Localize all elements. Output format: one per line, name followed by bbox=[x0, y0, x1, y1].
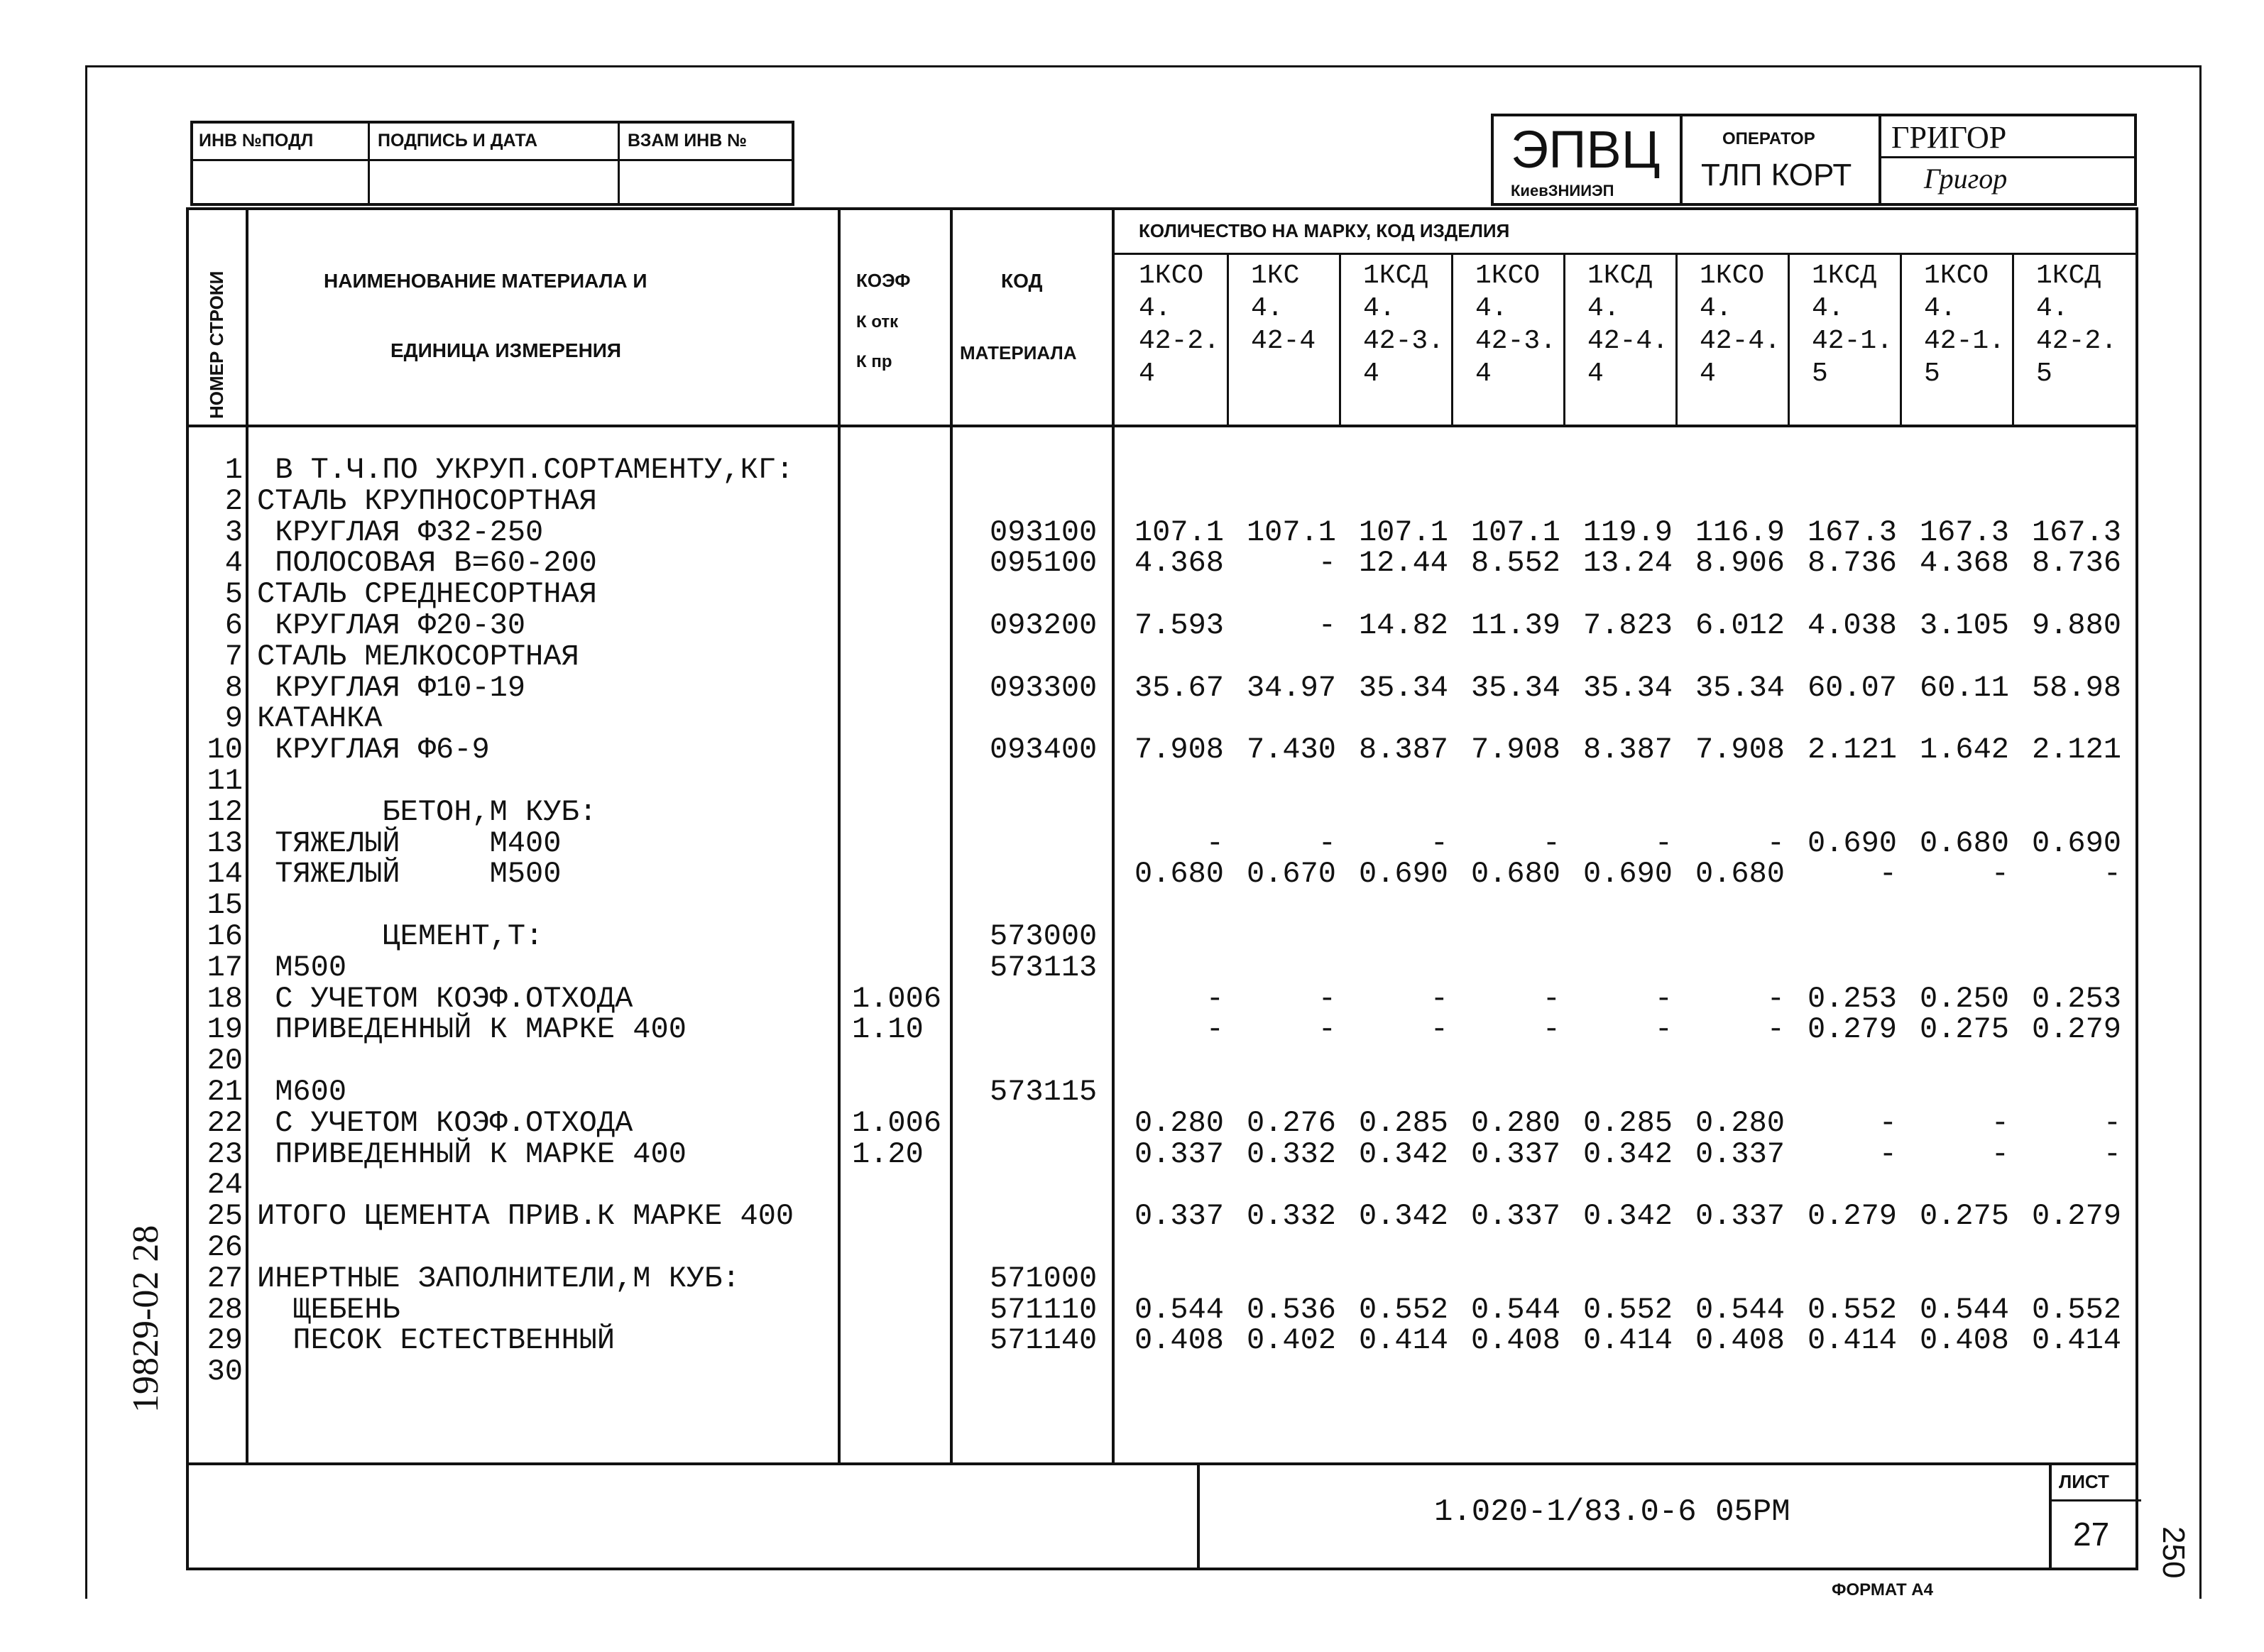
quantity-cell: 0.279 bbox=[1807, 1199, 1897, 1233]
quantity-cell: - bbox=[1205, 982, 1224, 1016]
quantity-cell: 0.332 bbox=[1246, 1137, 1336, 1171]
row-number: 17 bbox=[207, 951, 243, 985]
quantity-cell: - bbox=[1542, 826, 1560, 860]
row-number: 5 bbox=[224, 577, 243, 611]
quantity-cell: 0.552 bbox=[1358, 1293, 1448, 1327]
material-code: 095100 bbox=[990, 546, 1098, 580]
quantity-cell: 8.736 bbox=[1807, 546, 1897, 580]
quantity-cell: - bbox=[1654, 1012, 1673, 1046]
row-number: 13 bbox=[207, 826, 243, 860]
header-row-number: НОМЕР СТРОКИ bbox=[206, 270, 227, 419]
row-number: 12 bbox=[207, 795, 243, 829]
quantity-cell: - bbox=[1879, 1106, 1897, 1140]
product-column-header bbox=[1700, 260, 1781, 390]
quantity-cell: - bbox=[1430, 1012, 1448, 1046]
quantity-cell: 4.368 bbox=[1919, 546, 2009, 580]
material-name: С УЧЕТОМ КОЭФ.ОТХОДА bbox=[257, 1106, 633, 1140]
quantity-cell: - bbox=[1766, 826, 1785, 860]
quantity-cell: 0.337 bbox=[1134, 1199, 1224, 1233]
quantity-cell: - bbox=[1766, 1012, 1785, 1046]
product-header-line: 1КСО bbox=[1700, 261, 1765, 291]
material-name: СТАЛЬ СРЕДНЕСОРТНАЯ bbox=[257, 577, 597, 611]
row-number: 26 bbox=[207, 1230, 243, 1264]
product-header-line: 4 bbox=[1139, 359, 1155, 389]
quantity-cell: 0.414 bbox=[1807, 1323, 1897, 1357]
product-header-line: 4 bbox=[1475, 359, 1492, 389]
quantity-cell: 167.3 bbox=[2031, 515, 2121, 549]
operator-value: ТЛП КОРТ bbox=[1701, 158, 1852, 192]
qty-subheader-line bbox=[1112, 253, 2138, 255]
row-number: 6 bbox=[224, 608, 243, 642]
quantity-cell: 0.680 bbox=[1134, 857, 1224, 891]
header-code-1: КОД bbox=[1001, 270, 1043, 292]
row-number: 20 bbox=[207, 1044, 243, 1078]
product-header-line: 4. bbox=[1139, 293, 1171, 324]
quantity-cell: 4.368 bbox=[1134, 546, 1224, 580]
row-number: 15 bbox=[207, 888, 243, 922]
quantity-cell: 0.250 bbox=[1919, 982, 2009, 1016]
product-header-line: 4. bbox=[1812, 293, 1844, 324]
quantity-cell: - bbox=[1205, 826, 1224, 860]
quantity-cell: 0.536 bbox=[1246, 1293, 1336, 1327]
quantity-cell: 0.544 bbox=[1134, 1293, 1224, 1327]
quantity-cell: - bbox=[1991, 1106, 2009, 1140]
product-header-line: 42-1. bbox=[1812, 326, 1893, 356]
footer-block bbox=[186, 1464, 2138, 1570]
row-number: 1 bbox=[224, 453, 243, 487]
material-name: ПЕСОК ЕСТЕСТВЕННЫЙ bbox=[257, 1323, 616, 1357]
quantity-cell: 116.9 bbox=[1695, 515, 1785, 549]
outer-frame-right bbox=[2199, 65, 2202, 1599]
product-header-line: 42-3. bbox=[1475, 326, 1557, 356]
material-name: КРУГЛАЯ Ф6-9 bbox=[257, 733, 490, 767]
quantity-cell: 2.121 bbox=[2031, 733, 2121, 767]
material-name: ИНЕРТНЫЕ ЗАПОЛНИТЕЛИ,М КУБ: bbox=[257, 1262, 740, 1296]
quantity-cell: 9.880 bbox=[2031, 608, 2121, 642]
quantity-cell: 107.1 bbox=[1246, 515, 1336, 549]
row-number: 23 bbox=[207, 1137, 243, 1171]
product-header-line: 5 bbox=[2036, 359, 2052, 389]
row-number: 21 bbox=[207, 1075, 243, 1109]
product-header-line: 1КСД bbox=[1363, 261, 1428, 291]
org-block bbox=[1491, 114, 2137, 206]
quantity-cell: 7.430 bbox=[1246, 733, 1336, 767]
quantity-cell: 0.280 bbox=[1695, 1106, 1785, 1140]
sheet-label: ЛИСТ bbox=[2059, 1471, 2109, 1492]
quantity-cell: 60.07 bbox=[1807, 671, 1897, 705]
quantity-cell: 8.736 bbox=[2031, 546, 2121, 580]
quantity-cell: 0.670 bbox=[1246, 857, 1336, 891]
row-number: 25 bbox=[207, 1199, 243, 1233]
quantity-cell: - bbox=[1318, 546, 1336, 580]
material-name: ТЯЖЕЛЫЙ М500 bbox=[257, 857, 562, 891]
product-header-line: 42-4. bbox=[1700, 326, 1781, 356]
col-line-rowno bbox=[246, 207, 248, 1465]
product-header-line: 42-4. bbox=[1587, 326, 1669, 356]
quantity-cell: 0.342 bbox=[1358, 1199, 1448, 1233]
product-header-line: 5 bbox=[1812, 359, 1828, 389]
quantity-cell: 0.337 bbox=[1470, 1199, 1560, 1233]
quantity-cell: - bbox=[1318, 1012, 1336, 1046]
material-name: КРУГЛАЯ Ф10-19 bbox=[257, 671, 526, 705]
product-header-line: 42-4 bbox=[1251, 326, 1316, 356]
quantity-cell: 0.342 bbox=[1582, 1137, 1673, 1171]
quantity-cell: 0.276 bbox=[1246, 1106, 1336, 1140]
quantity-cell: 0.552 bbox=[1582, 1293, 1673, 1327]
product-header-line: 1КСО bbox=[1924, 261, 1989, 291]
quantity-cell: 0.253 bbox=[2031, 982, 2121, 1016]
row-number: 22 bbox=[207, 1106, 243, 1140]
material-name: КАТАНКА bbox=[257, 701, 383, 735]
quantity-cell: - bbox=[1318, 608, 1336, 642]
quantity-cell: 0.285 bbox=[1582, 1106, 1673, 1140]
quantity-cell: 8.552 bbox=[1470, 546, 1560, 580]
quantity-cell: 60.11 bbox=[1919, 671, 2009, 705]
side-sheet-number: 250 bbox=[2156, 1526, 2191, 1579]
material-name: КРУГЛАЯ Ф20-30 bbox=[257, 608, 526, 642]
col-line-coef bbox=[950, 207, 953, 1465]
row-number: 2 bbox=[224, 484, 243, 518]
material-name: ИТОГО ЦЕМЕНТА ПРИВ.К МАРКЕ 400 bbox=[257, 1199, 794, 1233]
quantity-cell: - bbox=[1318, 982, 1336, 1016]
prod-col-line bbox=[2012, 253, 2014, 426]
quantity-cell: 0.680 bbox=[1695, 857, 1785, 891]
quantity-cell: 7.908 bbox=[1134, 733, 1224, 767]
coef-value: 1.006 bbox=[852, 982, 942, 1016]
outer-frame-left bbox=[85, 65, 87, 1599]
quantity-cell: - bbox=[1991, 857, 2009, 891]
quantity-cell: 0.690 bbox=[1582, 857, 1673, 891]
quantity-cell: - bbox=[1542, 982, 1560, 1016]
row-number: 14 bbox=[207, 857, 243, 891]
material-name: БЕТОН,М КУБ: bbox=[257, 795, 597, 829]
quantity-cell: 0.279 bbox=[1807, 1012, 1897, 1046]
header-material-line2: ЕДИНИЦА ИЗМЕРЕНИЯ bbox=[390, 339, 622, 361]
quantity-cell: - bbox=[2103, 857, 2121, 891]
quantity-cell: 58.98 bbox=[2031, 671, 2121, 705]
material-code: 571000 bbox=[990, 1262, 1098, 1296]
quantity-cell: - bbox=[1654, 982, 1673, 1016]
quantity-cell: 0.342 bbox=[1358, 1137, 1448, 1171]
row-number: 3 bbox=[224, 515, 243, 549]
quantity-cell: 0.680 bbox=[1470, 857, 1560, 891]
signature: Григор bbox=[1924, 163, 2008, 195]
quantity-cell: 0.280 bbox=[1134, 1106, 1224, 1140]
row-number: 10 bbox=[207, 733, 243, 767]
product-column-header bbox=[1924, 260, 2005, 390]
quantity-cell: 0.402 bbox=[1246, 1323, 1336, 1357]
quantity-cell: 0.690 bbox=[1358, 857, 1448, 891]
quantity-cell: 0.544 bbox=[1695, 1293, 1785, 1327]
quantity-cell: - bbox=[2103, 1137, 2121, 1171]
quantity-cell: - bbox=[1318, 826, 1336, 860]
org-subtitle: КиевЗНИИЭП bbox=[1511, 182, 1614, 199]
quantity-cell: 0.408 bbox=[1919, 1323, 2009, 1357]
material-code: 093200 bbox=[990, 608, 1098, 642]
material-name: СТАЛЬ КРУПНОСОРТНАЯ bbox=[257, 484, 597, 518]
material-name: С УЧЕТОМ КОЭФ.ОТХОДА bbox=[257, 982, 633, 1016]
product-header-line: 42-3. bbox=[1363, 326, 1445, 356]
material-name: ПРИВЕДЕННЫЙ К МАРКЕ 400 bbox=[257, 1012, 687, 1046]
operator-label: ОПЕРАТОР bbox=[1722, 129, 1815, 148]
quantity-cell: 0.690 bbox=[2031, 826, 2121, 860]
material-code: 093400 bbox=[990, 733, 1098, 767]
header-qty: КОЛИЧЕСТВО НА МАРКУ, КОД ИЗДЕЛИЯ bbox=[1139, 220, 1510, 241]
quantity-cell: 35.34 bbox=[1582, 671, 1673, 705]
quantity-cell: 0.414 bbox=[1358, 1323, 1448, 1357]
prod-col-line bbox=[1227, 253, 1229, 426]
quantity-cell: 0.544 bbox=[1919, 1293, 2009, 1327]
prod-col-line bbox=[1563, 253, 1565, 426]
quantity-cell: 0.279 bbox=[2031, 1012, 2121, 1046]
product-header-line: 4. bbox=[1363, 293, 1396, 324]
product-column-header bbox=[1139, 260, 1220, 390]
stamp-inv-podl: ИНВ №ПОДЛ bbox=[199, 131, 314, 151]
quantity-cell: 0.279 bbox=[2031, 1199, 2121, 1233]
quantity-cell: 1.642 bbox=[1919, 733, 2009, 767]
quantity-cell: - bbox=[1879, 857, 1897, 891]
quantity-cell: 0.690 bbox=[1807, 826, 1897, 860]
header-coef-2: К отк bbox=[856, 312, 899, 332]
quantity-cell: - bbox=[1879, 1137, 1897, 1171]
row-number: 28 bbox=[207, 1293, 243, 1327]
operator-name: ГРИГОР bbox=[1891, 120, 2007, 155]
quantity-cell: 0.544 bbox=[1470, 1293, 1560, 1327]
material-code: 573115 bbox=[990, 1075, 1098, 1109]
quantity-cell: 0.253 bbox=[1807, 982, 1897, 1016]
quantity-cell: 0.414 bbox=[1582, 1323, 1673, 1357]
product-header-line: 4. bbox=[1700, 293, 1732, 324]
quantity-cell: 0.342 bbox=[1582, 1199, 1673, 1233]
header-coef-3: К пр bbox=[856, 352, 892, 371]
material-name: ПОЛОСОВАЯ В=60-200 bbox=[257, 546, 597, 580]
row-number: 11 bbox=[207, 764, 243, 798]
quantity-cell: 7.908 bbox=[1695, 733, 1785, 767]
quantity-cell: 0.408 bbox=[1695, 1323, 1785, 1357]
product-header-line: 1КС bbox=[1251, 261, 1300, 291]
coef-value: 1.20 bbox=[852, 1137, 924, 1171]
format-label: ФОРМАТ А4 bbox=[1832, 1580, 1933, 1599]
quantity-cell: 6.012 bbox=[1695, 608, 1785, 642]
product-header-line: 1КСД bbox=[2036, 261, 2101, 291]
stamp-block bbox=[190, 121, 794, 206]
quantity-cell: 0.414 bbox=[2031, 1323, 2121, 1357]
material-name: СТАЛЬ МЕЛКОСОРТНАЯ bbox=[257, 640, 579, 674]
product-header-line: 4. bbox=[1924, 293, 1957, 324]
material-name: ЦЕМЕНТ,Т: bbox=[257, 919, 544, 953]
product-header-line: 4 bbox=[1700, 359, 1716, 389]
quantity-cell: 0.337 bbox=[1470, 1137, 1560, 1171]
coef-value: 1.006 bbox=[852, 1106, 942, 1140]
product-column-header bbox=[1475, 260, 1556, 390]
material-name: В Т.Ч.ПО УКРУП.СОРТАМЕНТУ,КГ: bbox=[257, 453, 794, 487]
prod-col-line bbox=[1339, 253, 1341, 426]
header-coef-1: КОЭФ bbox=[856, 270, 911, 291]
quantity-cell: - bbox=[1430, 826, 1448, 860]
quantity-cell: 0.275 bbox=[1919, 1012, 2009, 1046]
quantity-cell: 13.24 bbox=[1582, 546, 1673, 580]
quantity-cell: 107.1 bbox=[1470, 515, 1560, 549]
quantity-cell: 8.387 bbox=[1582, 733, 1673, 767]
stamp-vzam-inv: ВЗАМ ИНВ № bbox=[628, 131, 748, 151]
quantity-cell: 7.908 bbox=[1470, 733, 1560, 767]
quantity-cell: - bbox=[2103, 1106, 2121, 1140]
header-code-2: МАТЕРИАЛА bbox=[960, 342, 1077, 363]
product-header-line: 1КСО bbox=[1139, 261, 1204, 291]
quantity-cell: 0.408 bbox=[1470, 1323, 1560, 1357]
sheet-number: 27 bbox=[2073, 1516, 2110, 1553]
material-code: 571110 bbox=[990, 1293, 1098, 1327]
quantity-cell: 0.280 bbox=[1470, 1106, 1560, 1140]
quantity-cell: 3.105 bbox=[1919, 608, 2009, 642]
material-name: ТЯЖЕЛЫЙ М400 bbox=[257, 826, 562, 860]
quantity-cell: 0.680 bbox=[1919, 826, 2009, 860]
quantity-cell: 0.337 bbox=[1695, 1199, 1785, 1233]
material-name: М500 bbox=[257, 951, 347, 985]
product-header-line: 4 bbox=[1587, 359, 1604, 389]
prod-col-line bbox=[1675, 253, 1678, 426]
quantity-cell: 0.332 bbox=[1246, 1199, 1336, 1233]
quantity-cell: - bbox=[1766, 982, 1785, 1016]
material-code: 093300 bbox=[990, 671, 1098, 705]
quantity-cell: 8.387 bbox=[1358, 733, 1448, 767]
quantity-cell: 0.275 bbox=[1919, 1199, 2009, 1233]
product-header-line: 1КСО bbox=[1475, 261, 1541, 291]
quantity-cell: 167.3 bbox=[1807, 515, 1897, 549]
quantity-cell: 0.337 bbox=[1134, 1137, 1224, 1171]
quantity-cell: 0.337 bbox=[1695, 1137, 1785, 1171]
quantity-cell: - bbox=[1991, 1137, 2009, 1171]
quantity-cell: 119.9 bbox=[1582, 515, 1673, 549]
product-header-line: 4. bbox=[1251, 293, 1284, 324]
quantity-cell: 34.97 bbox=[1246, 671, 1336, 705]
org-title: ЭПВЦ bbox=[1511, 120, 1661, 179]
quantity-cell: 14.82 bbox=[1358, 608, 1448, 642]
quantity-cell: 7.593 bbox=[1134, 608, 1224, 642]
quantity-cell: - bbox=[1654, 826, 1673, 860]
row-number: 30 bbox=[207, 1355, 243, 1389]
material-name: М600 bbox=[257, 1075, 347, 1109]
row-number: 4 bbox=[224, 546, 243, 580]
quantity-cell: 0.285 bbox=[1358, 1106, 1448, 1140]
material-name: КРУГЛАЯ Ф32-250 bbox=[257, 515, 544, 549]
product-column-header bbox=[1363, 260, 1444, 390]
prod-col-line bbox=[1451, 253, 1453, 426]
product-header-line: 42-1. bbox=[1924, 326, 2006, 356]
quantity-cell: 8.906 bbox=[1695, 546, 1785, 580]
material-code: 571140 bbox=[990, 1323, 1098, 1357]
row-number: 29 bbox=[207, 1323, 243, 1357]
product-column-header bbox=[1812, 260, 1893, 390]
quantity-cell: - bbox=[1430, 982, 1448, 1016]
quantity-cell: 11.39 bbox=[1470, 608, 1560, 642]
quantity-cell: 4.038 bbox=[1807, 608, 1897, 642]
material-name: ЩЕБЕНЬ bbox=[257, 1293, 400, 1327]
quantity-cell: 35.67 bbox=[1134, 671, 1224, 705]
col-line-name bbox=[838, 207, 841, 1465]
quantity-cell: 0.552 bbox=[2031, 1293, 2121, 1327]
quantity-cell: 12.44 bbox=[1358, 546, 1448, 580]
row-number: 16 bbox=[207, 919, 243, 953]
row-number: 18 bbox=[207, 982, 243, 1016]
row-number: 8 bbox=[224, 671, 243, 705]
quantity-cell: 0.552 bbox=[1807, 1293, 1897, 1327]
header-material-line1: НАИМЕНОВАНИЕ МАТЕРИАЛА И bbox=[324, 270, 647, 292]
left-margin-code: 19829-02 28 bbox=[126, 1225, 166, 1413]
stamp-podpis-data: ПОДПИСЬ И ДАТА bbox=[378, 131, 538, 151]
product-header-line: 1КСД bbox=[1812, 261, 1877, 291]
quantity-cell: 35.34 bbox=[1470, 671, 1560, 705]
material-name: ПРИВЕДЕННЫЙ К МАРКЕ 400 bbox=[257, 1137, 687, 1171]
quantity-cell: 107.1 bbox=[1134, 515, 1224, 549]
quantity-cell: 35.34 bbox=[1358, 671, 1448, 705]
product-header-line: 4. bbox=[1587, 293, 1620, 324]
quantity-cell: 35.34 bbox=[1695, 671, 1785, 705]
quantity-cell: 167.3 bbox=[1919, 515, 2009, 549]
quantity-cell: 2.121 bbox=[1807, 733, 1897, 767]
row-number: 24 bbox=[207, 1168, 243, 1202]
product-header-line: 4 bbox=[1363, 359, 1379, 389]
coef-value: 1.10 bbox=[852, 1012, 924, 1046]
product-header-line: 5 bbox=[1924, 359, 1940, 389]
product-header-line: 4. bbox=[1475, 293, 1508, 324]
material-code: 573113 bbox=[990, 951, 1098, 985]
product-header-line: 4. bbox=[2036, 293, 2069, 324]
product-header-line: 42-2. bbox=[2036, 326, 2118, 356]
quantity-cell: 0.408 bbox=[1134, 1323, 1224, 1357]
material-code: 573000 bbox=[990, 919, 1098, 953]
row-number: 27 bbox=[207, 1262, 243, 1296]
quantity-cell: - bbox=[1542, 1012, 1560, 1046]
outer-frame-top bbox=[85, 65, 2201, 67]
row-number: 9 bbox=[224, 701, 243, 735]
doc-code: 1.020-1/83.0-6 05РМ bbox=[1434, 1494, 1790, 1530]
material-code: 093100 bbox=[990, 515, 1098, 549]
product-column-header bbox=[2036, 260, 2117, 390]
product-column-header bbox=[1587, 260, 1668, 390]
quantity-cell: 7.823 bbox=[1582, 608, 1673, 642]
row-number: 7 bbox=[224, 640, 243, 674]
prod-col-line bbox=[1900, 253, 1902, 426]
row-number: 19 bbox=[207, 1012, 243, 1046]
product-column-header bbox=[1251, 260, 1316, 358]
header-bottom-line bbox=[186, 425, 2138, 427]
prod-col-line bbox=[1788, 253, 1790, 426]
product-header-line: 1КСД bbox=[1587, 261, 1653, 291]
quantity-cell: - bbox=[1205, 1012, 1224, 1046]
quantity-cell: 107.1 bbox=[1358, 515, 1448, 549]
product-header-line: 42-2. bbox=[1139, 326, 1220, 356]
col-line-code bbox=[1112, 207, 1115, 1465]
